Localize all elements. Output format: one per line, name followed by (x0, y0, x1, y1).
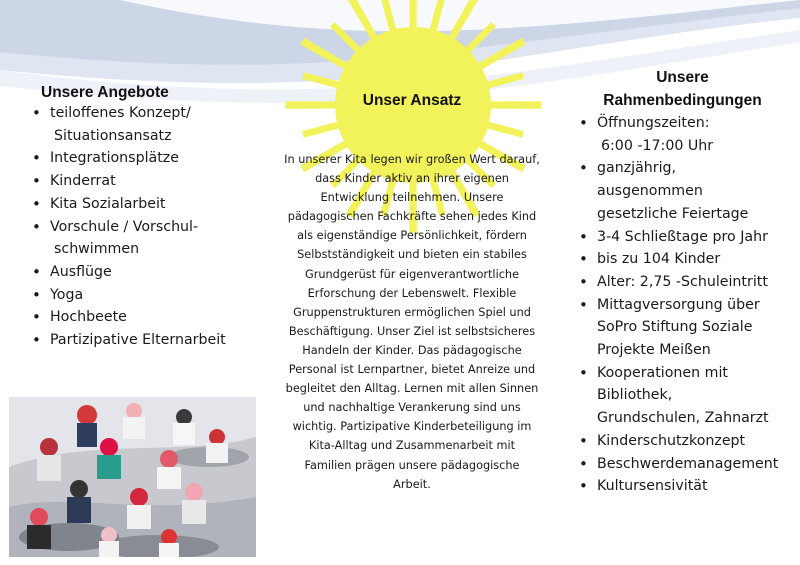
children-snow-photo (9, 397, 256, 557)
list-item-text-cont: schwimmen (54, 241, 140, 258)
approach-text: In unserer Kita legen wir großen Wert darauf, dass Kinder aktiv an ihrer eigenen Entwicklung teilnehmen. Unsere pädagogischen Fachkräfte sehen jedes Kind als eigenständige Persönlichkeit, fördern Selbstständigkeit und bieten ein stabiles Grundgerüst für eigenverantwortliche Erforschung der Lebenswelt. Flexible Gruppenstrukturen ermöglichen Spiel und Beschäftigung. Unser Ziel ist selbstsicheres Handeln der Kinder. Das pädagogische Personal ist Lernpartner, bietet Anreize und begleitet den Alltag. Lernen mit allen Sinnen und nachhaltige Verankerung sind uns wichtig. Partizipative Kinderbeteiligung im Kita-Alltag und Zusammenarbeit mit Familien prägen unsere pädagogische Arbeit. (284, 153, 540, 491)
approach-heading: Unser Ansatz (362, 92, 462, 109)
list-item-text: Kinderschutzkonzept (597, 432, 746, 449)
list-item (28, 329, 268, 352)
approach-column (284, 82, 540, 110)
conditions-heading-line2: Rahmenbedingungen (603, 92, 762, 109)
conditions-heading-line1: Unsere (656, 69, 709, 86)
list-item (28, 261, 268, 284)
list-item-text-cont: 6:00 -17:00 Uhr (601, 137, 714, 154)
list-item-text: Integrationsplätze (50, 150, 179, 167)
list-item (575, 430, 790, 453)
list-item (28, 284, 268, 307)
conditions-heading (575, 66, 790, 112)
list-item-text-cont: SoPro Stiftung Soziale (597, 319, 753, 336)
list-item-text-cont: ausgenommen (597, 183, 703, 200)
list-item-text: Kooperationen mit (597, 364, 728, 381)
list-item (575, 453, 790, 476)
list-item-text: Kinderrat (50, 173, 116, 190)
list-item (575, 112, 790, 157)
list-item-text-cont: Bibliothek, (597, 387, 673, 404)
list-item-text: ganzjährig, (597, 160, 677, 177)
list-item (28, 193, 268, 216)
list-item-text-cont: gesetzliche Feiertage (597, 205, 749, 222)
list-item-text: Ausflüge (50, 263, 112, 280)
list-item-text: Alter: 2,75 -Schuleintritt (597, 273, 768, 290)
list-item (28, 216, 268, 261)
list-item-text: Beschwerdemanagement (597, 455, 779, 472)
list-item-text: Hochbeete (50, 309, 127, 326)
list-item-text: Partizipative Elternarbeit (50, 332, 226, 349)
list-item (28, 147, 268, 170)
list-item (575, 475, 790, 498)
list-item (28, 306, 268, 329)
list-item (28, 170, 268, 193)
list-item-text: Vorschule / Vorschul- (50, 218, 199, 235)
list-item-text: Kultursensivität (597, 478, 708, 495)
list-item-text-cont: Projekte Meißen (597, 342, 711, 359)
list-item-text: Kita Sozialarbeit (50, 195, 166, 212)
list-item-text-cont: Situationsansatz (54, 127, 172, 144)
offers-column (28, 78, 268, 352)
list-item (575, 157, 790, 225)
list-item (28, 102, 268, 147)
list-item-text: Yoga (50, 286, 84, 303)
list-item (575, 294, 790, 362)
offers-heading: Unsere Angebote (41, 84, 169, 101)
conditions-list (575, 112, 790, 498)
list-item-text: 3-4 Schließtage pro Jahr (597, 228, 768, 245)
list-item (575, 226, 790, 249)
list-item-text: bis zu 104 Kinder (597, 251, 721, 268)
list-item-text: teiloffenes Konzept/ (50, 105, 191, 121)
list-item (575, 362, 790, 430)
list-item-text: Mittagversorgung über (597, 296, 760, 313)
list-item (575, 248, 790, 271)
offers-list (28, 102, 268, 352)
list-item (575, 271, 790, 294)
conditions-column (575, 66, 790, 498)
list-item-text-cont: Grundschulen, Zahnarzt (597, 410, 769, 427)
photo-illustration (9, 397, 256, 557)
list-item-text: Öffnungszeiten: (597, 115, 710, 131)
